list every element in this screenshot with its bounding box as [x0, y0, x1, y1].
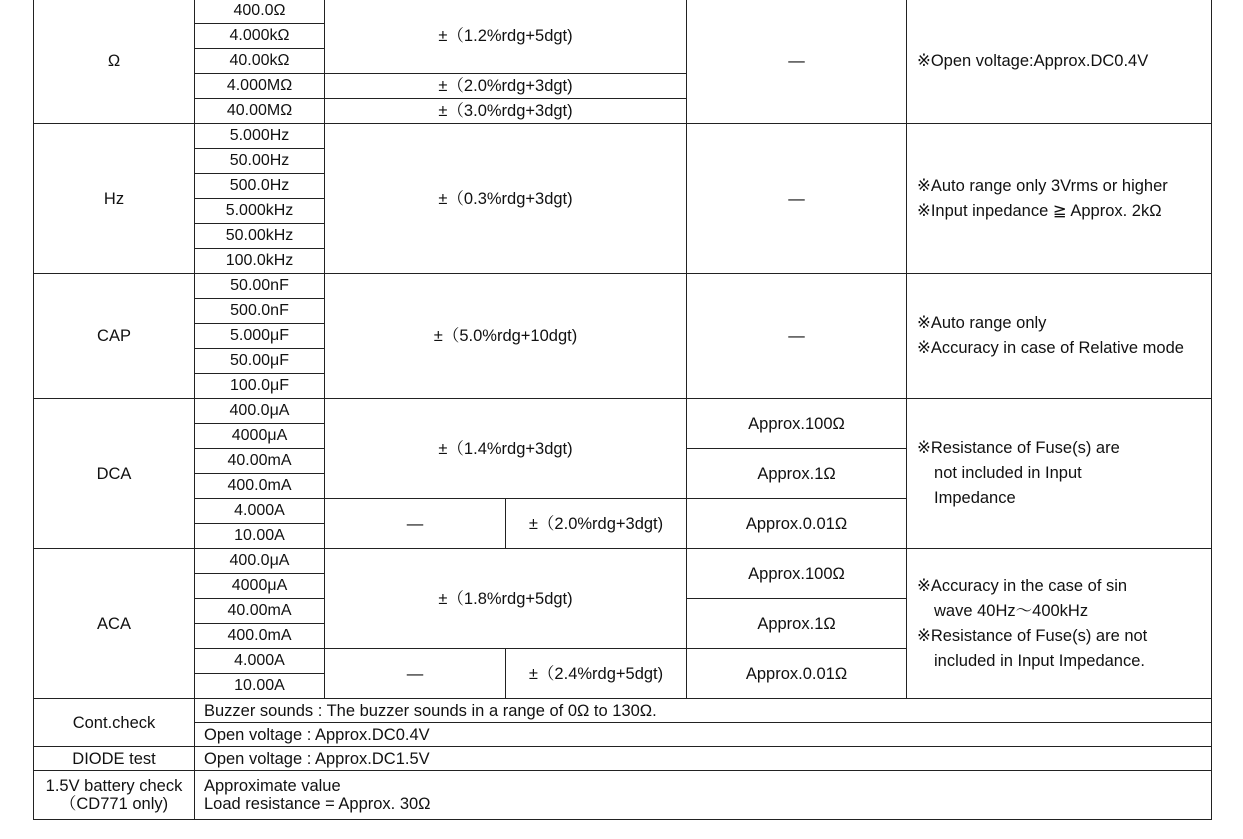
range-cell: 100.0kHz: [195, 249, 325, 274]
range-cell: 5.000kHz: [195, 199, 325, 224]
cont-check-line: Open voltage : Approx.DC0.4V: [195, 723, 1212, 747]
impedance-cell: Approx.0.01Ω: [687, 499, 907, 549]
table-row: [34, 771, 1212, 820]
range-cell: 10.00A: [195, 524, 325, 549]
accuracy-cell: ±（2.4%rdg+5dgt): [506, 649, 687, 699]
range-cell: 50.00nF: [195, 274, 325, 299]
range-cell: 5.000Hz: [195, 124, 325, 149]
range-cell: 4.000kΩ: [195, 24, 325, 49]
range-cell: 50.00μF: [195, 349, 325, 374]
range-cell: 40.00mA: [195, 599, 325, 624]
battery-check-model: （CD771 only): [59, 795, 169, 813]
note-line: ※Open voltage:Approx.DC0.4V: [917, 51, 1149, 70]
notes-cell: [907, 0, 1212, 124]
accuracy-cell: ±（1.8%rdg+5dgt): [325, 549, 687, 649]
note-line: ※Input inpedance ≧ Approx. 2kΩ: [917, 201, 1162, 220]
range-cell: 500.0Hz: [195, 174, 325, 199]
function-battery-check: [34, 771, 195, 820]
spec-table: [33, 0, 1212, 820]
table-row: [34, 399, 1212, 424]
note-line: Impedance: [934, 489, 1016, 507]
range-cell: 40.00kΩ: [195, 49, 325, 74]
table-row: [34, 274, 1212, 299]
range-cell: 4.000MΩ: [195, 74, 325, 99]
note-line: ※Auto range only: [917, 314, 1047, 332]
table-row: [34, 747, 1212, 771]
note-line: included in Input Impedance.: [934, 651, 1145, 670]
cont-check-line: Buzzer sounds : The buzzer sounds in a range of 0Ω to 130Ω.: [195, 699, 1212, 723]
impedance-cell: —: [687, 124, 907, 274]
battery-check-line: Load resistance = Approx. 30Ω: [204, 795, 431, 813]
accuracy-cell: —: [325, 499, 506, 549]
impedance-cell: Approx.1Ω: [687, 599, 907, 649]
battery-check-label: 1.5V battery check: [45, 777, 183, 795]
impedance-cell: Approx.100Ω: [687, 399, 907, 449]
range-cell: 100.0μF: [195, 374, 325, 399]
note-line: ※Auto range only 3Vrms or higher: [917, 176, 1168, 195]
range-cell: 4000μA: [195, 574, 325, 599]
function-cap: CAP: [34, 274, 195, 399]
function-hz: Hz: [34, 124, 195, 274]
accuracy-cell: ±（5.0%rdg+10dgt): [325, 274, 687, 399]
battery-check-line: Approximate value: [204, 777, 341, 795]
range-cell: 10.00A: [195, 674, 325, 699]
note-line: ※Accuracy in case of Relative mode: [917, 339, 1184, 357]
range-cell: 5.000μF: [195, 324, 325, 349]
impedance-cell: Approx.0.01Ω: [687, 649, 907, 699]
accuracy-cell: ±（2.0%rdg+3dgt): [506, 499, 687, 549]
battery-check-desc: [195, 771, 1212, 820]
function-diode-test: DIODE test: [34, 747, 195, 771]
range-cell: 50.00Hz: [195, 149, 325, 174]
range-cell: 500.0nF: [195, 299, 325, 324]
diode-test-line: Open voltage : Approx.DC1.5V: [195, 747, 1212, 771]
range-cell: 400.0mA: [195, 474, 325, 499]
range-cell: 400.0μA: [195, 549, 325, 574]
notes-cell: [907, 274, 1212, 399]
notes-cell: [907, 549, 1212, 699]
function-cont-check: Cont.check: [34, 699, 195, 747]
table-row: [34, 124, 1212, 149]
range-cell: 400.0μA: [195, 399, 325, 424]
note-line: not included in Input: [934, 464, 1082, 482]
note-line: ※Accuracy in the case of sin: [917, 576, 1128, 595]
range-cell: 4.000A: [195, 649, 325, 674]
note-line: wave 40Hz～400kHz: [934, 601, 1089, 620]
range-cell: 50.00kHz: [195, 224, 325, 249]
accuracy-cell: ±（1.2%rdg+5dgt): [325, 0, 687, 74]
function-aca: ACA: [34, 549, 195, 699]
range-cell: 400.0Ω: [195, 0, 325, 24]
notes-cell: [907, 124, 1212, 274]
range-cell: 400.0mA: [195, 624, 325, 649]
accuracy-cell: ±（0.3%rdg+3dgt): [325, 124, 687, 274]
function-dca: DCA: [34, 399, 195, 549]
table-row: [34, 723, 1212, 747]
range-cell: 4.000A: [195, 499, 325, 524]
impedance-cell: Approx.100Ω: [687, 549, 907, 599]
note-line: ※Resistance of Fuse(s) are: [917, 439, 1120, 457]
table-row: [34, 699, 1212, 723]
accuracy-cell: ±（2.0%rdg+3dgt): [325, 74, 687, 99]
note-line: ※Resistance of Fuse(s) are not: [917, 626, 1148, 645]
accuracy-cell: ±（3.0%rdg+3dgt): [325, 99, 687, 124]
impedance-cell: Approx.1Ω: [687, 449, 907, 499]
accuracy-cell: —: [325, 649, 506, 699]
impedance-cell: —: [687, 274, 907, 399]
table-row: [34, 0, 1212, 24]
notes-cell: [907, 399, 1212, 549]
accuracy-cell: ±（1.4%rdg+3dgt): [325, 399, 687, 499]
impedance-cell: —: [687, 0, 907, 124]
range-cell: 40.00mA: [195, 449, 325, 474]
range-cell: 4000μA: [195, 424, 325, 449]
range-cell: 40.00MΩ: [195, 99, 325, 124]
table-row: [34, 549, 1212, 574]
function-ohm: Ω: [34, 0, 195, 124]
